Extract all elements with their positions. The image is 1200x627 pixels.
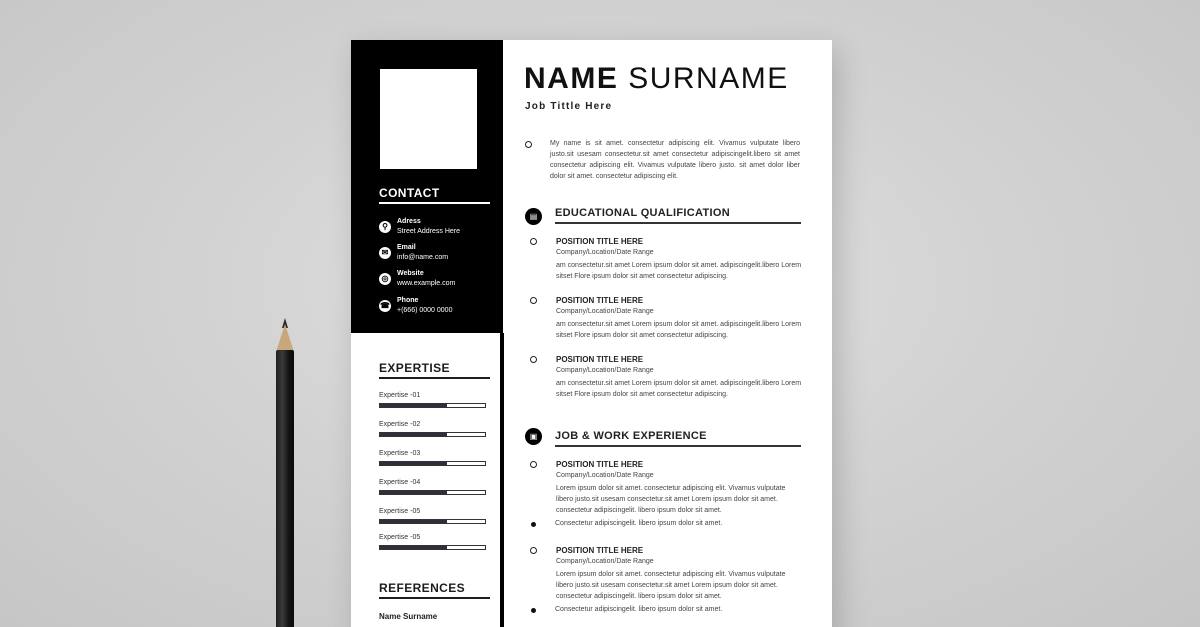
expertise-item	[379, 450, 487, 470]
expertise-heading: EXPERTISE	[379, 361, 450, 375]
expertise-bar	[379, 490, 486, 495]
expertise-bar-fill	[380, 520, 447, 523]
entry-marker	[530, 547, 537, 554]
references-heading-rule	[379, 597, 490, 599]
book-icon: ▤	[525, 208, 542, 225]
expertise-bar	[379, 432, 486, 437]
contact-label: Website	[397, 270, 424, 277]
contact-item-phone	[379, 297, 499, 319]
bullet-marker	[531, 522, 536, 527]
contact-label: Phone	[397, 297, 419, 304]
pencil-tip	[276, 324, 294, 352]
candidate-last-name: SURNAME	[628, 62, 789, 95]
references-heading: REFERENCES	[379, 581, 466, 595]
about-paragraph: My name is sit amet. consectetur adipiscing elit. Vivamus vulputate libero justo.sit usesam consectetur.sit amet consectetur adipiscingelit.libero sit amet consectetur adipiscing elit. Vivamus vulputate libero justo. sit amet dolor liber dolor sit amet. consectetur adipiscing elit.	[550, 140, 800, 180]
job-title: Job Tittle Here	[525, 101, 613, 112]
expertise-label: Expertise -01	[379, 392, 421, 399]
experience-entry-subtitle: Company/Location/Date Range	[556, 558, 654, 565]
expertise-item	[379, 479, 487, 499]
phone-icon: ☎	[380, 301, 390, 310]
expertise-bar-fill	[380, 491, 447, 494]
expertise-bar	[379, 461, 486, 466]
expertise-bar-fill	[380, 404, 447, 407]
expertise-item	[379, 534, 487, 554]
entry-marker	[530, 356, 537, 363]
education-entry-description: am consectetur.sit amet Lorem ipsum dolor sit amet. adipiscingelit.libero Lorem sitset Flore ipsum dolor sit amet consectetur adipiscing.	[556, 321, 802, 339]
expertise-label: Expertise -03	[379, 450, 421, 457]
education-entry-subtitle: Company/Location/Date Range	[556, 367, 654, 374]
education-entry-subtitle: Company/Location/Date Range	[556, 308, 654, 315]
contact-label: Adress	[397, 218, 421, 225]
entry-marker	[530, 297, 537, 304]
experience-heading-rule	[555, 445, 801, 447]
contact-value: +(666) 0000 0000	[397, 307, 453, 314]
resume-page	[351, 40, 832, 627]
education-heading-rule	[555, 222, 801, 224]
email-icon: ✉	[379, 247, 391, 259]
expertise-label: Expertise -05	[379, 508, 421, 515]
experience-entry-title: POSITION TITLE HERE	[556, 546, 644, 555]
reference-name: Name Surname	[379, 612, 438, 621]
education-entry-description: am consectetur.sit amet Lorem ipsum dolor sit amet. adipiscingelit.libero Lorem sitset Flore ipsum dolor sit amet consectetur adipiscing.	[556, 262, 802, 280]
expertise-bar	[379, 519, 486, 524]
expertise-bar-fill	[380, 546, 447, 549]
entry-marker	[530, 461, 537, 468]
location-pin-icon: ⚲	[379, 221, 391, 233]
expertise-item	[379, 392, 487, 412]
profile-photo-placeholder	[380, 69, 477, 169]
contact-item-email	[379, 244, 499, 266]
pencil-body	[276, 350, 294, 627]
expertise-item	[379, 508, 487, 528]
contact-label: Email	[397, 244, 416, 251]
contact-value: info@name.com	[397, 254, 449, 261]
contact-item-website	[379, 270, 499, 292]
education-entry-description: am consectetur.sit amet Lorem ipsum dolor sit amet. adipiscingelit.libero Lorem sitset Flore ipsum dolor sit amet consectetur adipiscing.	[556, 380, 802, 398]
experience-entry-bullet: Consectetur adipiscingelit. libero ipsum dolor sit amet.	[555, 520, 723, 527]
experience-entry-description: Lorem ipsum dolor sit amet. consectetur adipiscing elit. Vivamus vulputate libero justo.sit usesam consectetur.sit amet Lorem ipsum dolor sit amet. consectetur adipiscingelit. libero ipsum dolor sit amet.	[556, 571, 786, 600]
expertise-bar-fill	[380, 462, 447, 465]
pencil-image	[276, 318, 294, 627]
expertise-bar-fill	[380, 433, 447, 436]
expertise-label: Expertise -05	[379, 534, 421, 541]
education-entry-title: POSITION TITLE HERE	[556, 237, 644, 246]
globe-icon: ◎	[379, 273, 391, 285]
expertise-bar	[379, 403, 486, 408]
candidate-name	[524, 62, 789, 96]
expertise-item	[379, 421, 487, 441]
contact-value: Street Address Here	[397, 228, 461, 235]
contact-value: www.example.com	[397, 280, 456, 287]
expertise-label: Expertise -04	[379, 479, 421, 486]
experience-entry-bullet: Consectetur adipiscingelit. libero ipsum dolor sit amet.	[555, 606, 723, 613]
contact-heading-rule	[379, 202, 490, 204]
contact-item-address	[379, 218, 499, 240]
experience-entry-subtitle: Company/Location/Date Range	[556, 472, 654, 479]
education-entry-title: POSITION TITLE HERE	[556, 296, 644, 305]
briefcase-icon: ▣	[525, 428, 542, 445]
expertise-label: Expertise -02	[379, 421, 421, 428]
experience-heading: JOB & WORK EXPERIENCE	[555, 430, 707, 442]
expertise-heading-rule	[379, 377, 490, 379]
education-entry-subtitle: Company/Location/Date Range	[556, 249, 654, 256]
candidate-first-name: NAME	[524, 62, 619, 95]
entry-marker	[530, 238, 537, 245]
experience-entry-title: POSITION TITLE HERE	[556, 460, 644, 469]
bullet-marker	[531, 608, 536, 613]
about-marker	[525, 141, 532, 148]
education-heading: EDUCATIONAL QUALIFICATION	[555, 207, 730, 219]
education-entry-title: POSITION TITLE HERE	[556, 355, 644, 364]
experience-entry-description: Lorem ipsum dolor sit amet. consectetur adipiscing elit. Vivamus vulputate libero justo.sit usesam consectetur.sit amet Lorem ipsum dolor sit amet. consectetur adipiscingelit. libero ipsum dolor sit amet.	[556, 485, 786, 514]
contact-heading: CONTACT	[379, 186, 440, 200]
expertise-bar	[379, 545, 486, 550]
sidebar-divider	[500, 333, 504, 627]
